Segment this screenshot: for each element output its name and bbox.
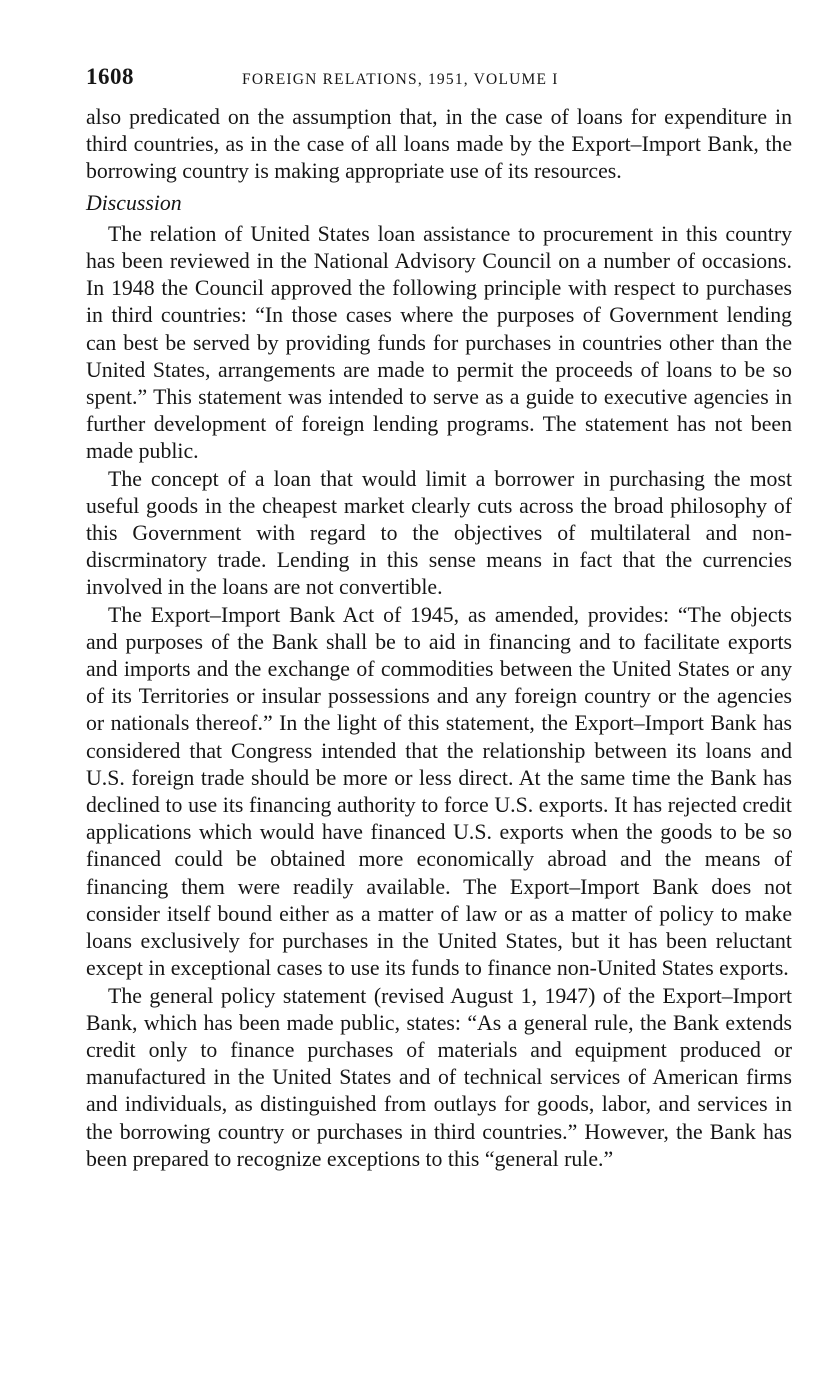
section-heading-discussion: Discussion bbox=[86, 190, 182, 215]
paragraph-eximbank-act: The Export–Import Bank Act of 1945, as amended, provides: “The objects and purposes of the Bank shall be to aid in financing and to facilitate exports and imports and the exchange of commodities between the United States or any of its Territories or insular possessions and any foreign country or the agencies or nationals thereof.” In the light of this statement, the Export–Import Bank has considered that Congress intended that the relationship between its loans and U.S. foreign trade should be more or less direct. At the same time the Bank has declined to use its financing authority to force U.S. exports. It has rejected credit applications which would have financed U.S. exports when the goods to be so financed could be obtained more economically abroad and the means of financing them were readily available. The Export–Import Bank does not consider itself bound either as a matter of law or as a matter of policy to make loans exclusively for purchases in the United States, but it has been reluctant except in exceptional cases to use its funds to finance non-United States exports. bbox=[86, 602, 792, 981]
body-text bbox=[86, 104, 792, 1173]
document-page bbox=[86, 64, 792, 1173]
page-number: 1608 bbox=[86, 64, 134, 89]
page-header bbox=[86, 64, 792, 104]
paragraph-loan-concept: The concept of a loan that would limit a borrower in purchasing the most useful goods in the cheapest market clearly cuts across the broad philosophy of this Government with regard to the objectives of multilateral and non-discrminatory trade. Lending in this sense means in fact that the currencies involved in the loans are not convertible. bbox=[86, 466, 792, 600]
running-head: FOREIGN RELATIONS, 1951, VOLUME I bbox=[242, 71, 559, 88]
paragraph-continuation: also predicated on the assumption that, in the case of loans for expenditure in third countries, as in the case of all loans made by the Export–Import Bank, the borrowing country is making appropriate use of its resources. bbox=[86, 105, 792, 184]
paragraph-nac-review: The relation of United States loan assistance to procurement in this country has been reviewed in the National Advisory Council on a number of occasions. In 1948 the Council approved the following principle with respect to purchases in third countries: “In those cases where the purposes of Government lending can best be served by providing funds for purchases in countries other than the United States, arrangements are made to permit the proceeds of loans to be so spent.” This statement was intended to serve as a guide to executive agencies in further development of foreign lending programs. The statement has not been made public. bbox=[86, 221, 792, 464]
paragraph-policy-statement: The general policy statement (revised August 1, 1947) of the Export–Import Bank, which has been made public, states: “As a general rule, the Bank extends credit only to finance purchases of materials and equipment produced or manufactured in the United States and of technical services of American firms and individuals, as distinguished from outlays for goods, labor, and services in the borrowing country or purchases in third countries.” However, the Bank has been prepared to recognize exceptions to this “general rule.” bbox=[86, 983, 792, 1171]
